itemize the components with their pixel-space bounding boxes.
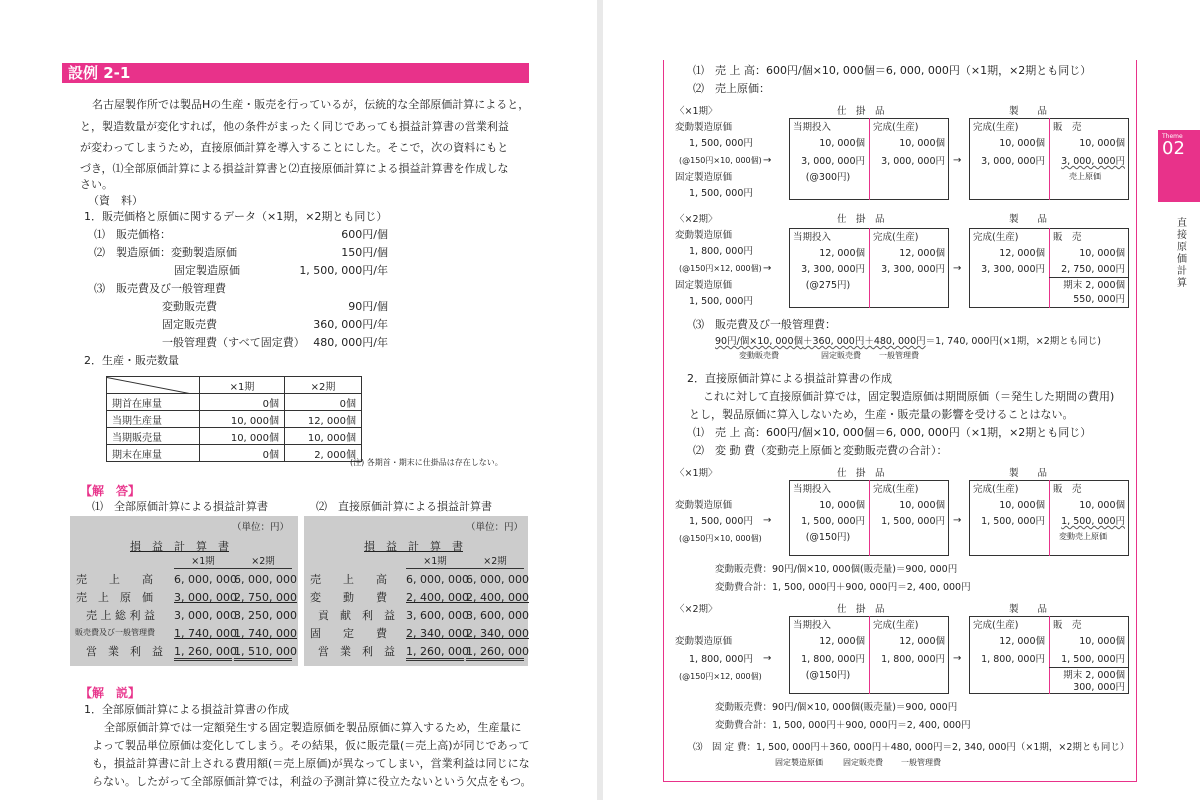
pl-row-label: 固 定 費	[310, 627, 387, 640]
table-row	[107, 428, 362, 445]
row-label: 当期生産量	[107, 411, 200, 428]
pl-value: 6, 000, 000	[466, 573, 529, 586]
product-qty: 12, 000個	[999, 636, 1045, 647]
wip-title: 仕 掛 品	[837, 106, 885, 117]
sga-caption: 一般管理費	[879, 351, 919, 360]
input-amount: 1, 800, 000円	[801, 654, 865, 665]
product-title: 製 品	[1009, 106, 1048, 117]
item2-heading: 2．生産・販売数量	[84, 354, 179, 367]
period1-header: ×1期	[423, 556, 447, 567]
pl-value: 3, 600, 000	[466, 609, 529, 622]
pl-row-label: 売 上 高	[310, 573, 387, 586]
arrow-icon: →	[763, 263, 772, 274]
cogs-label: 売上原価	[1069, 172, 1101, 181]
vmc-note: (@150円×12, 000個)	[679, 672, 762, 681]
vmc-amount: 1, 800, 000円	[689, 654, 753, 665]
price-value: 600円/個	[341, 228, 388, 241]
pl-row-label: 販売費及び一般管理費	[75, 628, 155, 637]
theme-tab	[1158, 130, 1200, 202]
ending-inventory-amount: 300, 000円	[1073, 682, 1125, 693]
divider	[869, 616, 870, 694]
sales-label: 販 売	[1053, 484, 1082, 495]
item1-heading: 1．販売価格と原価に関するデータ（×1期，×2期とも同じ）	[84, 210, 388, 223]
pl-value: 6, 000, 000	[406, 573, 469, 586]
product-qty: 12, 000個	[999, 248, 1045, 259]
table-cell: 0個	[285, 394, 362, 411]
variable-total-line: 変動費合計：1, 500, 000円＋900, 000円＝2, 400, 000円	[715, 582, 971, 593]
sga-calc-part: 90円/個×10, 000個	[715, 336, 804, 347]
pl-row-label: 営 業 利 益	[86, 645, 163, 658]
pl-title: 損 益 計 算 書	[364, 540, 463, 553]
explain-line: も，損益計算書に計上される費用額(＝売上原価)が異なってしまい，営業利益は同じにな	[92, 757, 530, 770]
input-label: 当期投入	[793, 122, 832, 133]
fmc-amount: 1, 500, 000円	[689, 296, 753, 307]
input-amount: 3, 300, 000円	[801, 264, 865, 275]
table-row	[107, 394, 362, 411]
input-label: 当期投入	[793, 484, 832, 495]
vmc-label: 変動製造原価	[675, 636, 733, 647]
theme-number: 02	[1162, 138, 1185, 159]
pl-value: 6, 000, 000	[174, 573, 237, 586]
var-sell-label: 変動販売費	[162, 300, 217, 313]
input-label: 当期投入	[793, 232, 832, 243]
cost-value: 150円/個	[341, 246, 388, 259]
price-label: ⑴ 販売価格：	[94, 228, 171, 241]
arrow-icon: →	[953, 155, 962, 166]
output-label: 完成(生産)	[973, 484, 1019, 495]
arrow-icon: →	[953, 653, 962, 664]
vmc-label: 変動製造原価	[675, 230, 733, 241]
pl-value: 2, 340, 000	[406, 627, 469, 640]
arrow-icon: →	[953, 515, 962, 526]
pl-value: 2, 340, 000	[466, 627, 529, 640]
period1-tag: 〈×1期〉	[675, 106, 718, 117]
sales-label: 販 売	[1053, 620, 1082, 631]
output-label: 完成(生産)	[873, 484, 919, 495]
arrow-icon: →	[763, 515, 772, 526]
output-amount: 1, 800, 000円	[881, 654, 945, 665]
unit-cost: (@300円)	[805, 172, 851, 183]
pl-value: 3, 000, 000	[174, 591, 237, 604]
var-sell-value: 90円/個	[348, 300, 388, 313]
pl-value: 2, 750, 000	[234, 591, 297, 604]
divider	[869, 118, 870, 200]
output-label: 完成(生産)	[873, 232, 919, 243]
vmc-note: (@150円×12, 000個)	[679, 264, 762, 273]
output-amount: 3, 300, 000円	[881, 264, 945, 275]
column-header: ×2期	[285, 377, 362, 394]
divider	[406, 568, 524, 569]
variable-cogs-label: 変動売上原価	[1059, 532, 1107, 541]
wip-title: 仕 掛 品	[837, 604, 885, 615]
output-label: 完成(生産)	[873, 122, 919, 133]
pl-value: 3, 600, 000	[406, 609, 469, 622]
output-amount: 1, 500, 000円	[881, 516, 945, 527]
fmc-amount: 1, 500, 000円	[689, 188, 753, 199]
row-label: 期首在庫量	[107, 394, 200, 411]
fixed-caption: 固定販売費	[843, 758, 883, 767]
table-cell: 2, 000個	[285, 445, 362, 462]
left-page	[0, 0, 597, 800]
fix-sell-label: 固定販売費	[162, 318, 217, 331]
admin-value: 480, 000円/年	[313, 336, 388, 349]
fmc-label: 固定製造原価	[675, 280, 733, 291]
material-heading: （資 料）	[88, 194, 143, 207]
quantity-note: (注) 各期首・期末に仕掛品は存在しない。	[350, 458, 503, 467]
input-qty: 10, 000個	[819, 138, 865, 149]
pl-row-label: 変 動 費	[310, 591, 387, 604]
pl-value: 6, 000, 000	[234, 573, 297, 586]
unit-cost: (@150円)	[805, 532, 851, 543]
input-amount: 3, 000, 000円	[801, 156, 865, 167]
sales-qty: 10, 000個	[1079, 636, 1125, 647]
explain-heading: 【解 説】	[80, 686, 141, 700]
output-label: 完成(生産)	[973, 122, 1019, 133]
table-cell: 12, 000個	[285, 411, 362, 428]
period2-tag: 〈×2期〉	[675, 604, 718, 615]
sga-caption: 固定販売費	[821, 351, 861, 360]
answer-2-heading: ⑵ 直接原価計算による損益計算書	[316, 500, 492, 513]
fixed-label: 固定製造原価	[174, 264, 240, 277]
explain-line: らない。したがって全部原価計算では，利益の予測計算に役立たないという欠点をもつ。	[92, 775, 532, 788]
table-cell: 0個	[200, 394, 285, 411]
pl-row-label: 売 上 原 価	[76, 591, 153, 604]
period2-header: ×2期	[483, 556, 507, 567]
divider	[1049, 616, 1050, 694]
vmc-amount: 1, 500, 000円	[689, 516, 753, 527]
sales-qty: 10, 000個	[1079, 500, 1125, 511]
input-qty: 12, 000個	[819, 248, 865, 259]
unit-cost: (@150円)	[805, 670, 851, 681]
sga-calc-part: ＝1, 740, 000円(×1期，×2期とも同じ)	[925, 336, 1101, 347]
input-amount: 1, 500, 000円	[801, 516, 865, 527]
cogs-amount: 3, 000, 000円	[1061, 156, 1125, 167]
table-cell: 10, 000個	[200, 411, 285, 428]
product-amount: 3, 000, 000円	[981, 156, 1045, 167]
pl-value: 1, 260, 000	[174, 645, 232, 661]
sga-calc	[715, 336, 1101, 347]
unit-cost: (@275円)	[805, 280, 851, 291]
table-row	[107, 411, 362, 428]
intro-line-4: づき，⑴全部原価計算による損益計算書と⑵直接原価計算による損益計算書を作成しな	[80, 162, 509, 175]
output-label: 完成(生産)	[873, 620, 919, 631]
section2-heading: 2．直接原価計算による損益計算書の作成	[687, 372, 892, 385]
pl-value: 3, 000, 000	[174, 609, 237, 622]
quantity-table	[106, 376, 362, 462]
sga-label: ⑶ 販売費及び一般管理費	[94, 282, 226, 295]
ending-inventory: 期末 2, 000個	[1063, 280, 1125, 291]
example-title: 設例 2-1	[62, 63, 529, 83]
cost-label: ⑵ 製造原価：変動製造原価	[94, 246, 237, 259]
variable-selling-line: 変動販売費：90円/個×10, 000個(販売量)＝900, 000円	[715, 702, 958, 713]
answer-heading: 【解 答】	[80, 484, 141, 498]
ending-inventory-amount: 550, 000円	[1073, 294, 1125, 305]
answer-1-heading: ⑴ 全部原価計算による損益計算書	[92, 500, 268, 513]
output-qty: 12, 000個	[899, 248, 945, 259]
unit-label: （単位：円）	[466, 522, 524, 533]
fmc-label: 固定製造原価	[675, 172, 733, 183]
variable-cogs-amount: 1, 500, 000円	[1061, 654, 1125, 665]
ending-inventory: 期末 2, 000個	[1063, 670, 1125, 681]
output-qty: 12, 000個	[899, 636, 945, 647]
divider	[1049, 277, 1129, 278]
arrow-icon: →	[763, 155, 772, 166]
row-label: 期末在庫量	[107, 445, 200, 462]
cogs-line: ⑵ 売上原価：	[693, 82, 770, 95]
vmc-amount: 1, 800, 000円	[689, 246, 753, 257]
divider	[869, 480, 870, 556]
pl-title: 損 益 計 算 書	[130, 540, 229, 553]
cogs-amount: 2, 750, 000円	[1061, 264, 1125, 275]
table-row	[107, 445, 362, 462]
table-cell: 10, 000個	[285, 428, 362, 445]
frame-left	[663, 60, 664, 782]
section2-text: とし，製品原価に算入しないため，生産・販売量の影響を受けることはない。	[689, 408, 1074, 421]
input-qty: 12, 000個	[819, 636, 865, 647]
product-amount: 1, 800, 000円	[981, 654, 1045, 665]
explain-line: よって製品単位原価は変化してしまう。その結果，仮に販売量(＝売上高)が同じであって	[92, 739, 530, 752]
explain-line: 全部原価計算では一定額発生する固定製造原価を製品原価に算入するため，生産量に	[104, 721, 522, 734]
arrow-icon: →	[953, 263, 962, 274]
fixed-caption: 固定製造原価	[775, 758, 823, 767]
right-page	[603, 0, 1200, 800]
period1-header: ×1期	[191, 556, 215, 567]
table-cell: 0個	[200, 445, 285, 462]
sales-qty: 10, 000個	[1079, 138, 1125, 149]
pl-value: 1, 740, 000	[174, 627, 237, 640]
pl-row-label: 売 上 総 利 益	[86, 609, 155, 622]
variable-cost-line: ⑵ 変 動 費（変動売上原価と変動販売費の合計）：	[693, 444, 948, 457]
period1-tag: 〈×1期〉	[675, 468, 718, 479]
intro-line-2: と，製造数量が変化すれば，他の条件がまったく同じであっても損益計算書の営業利益	[80, 120, 509, 133]
vmc-note: (@150円×10, 000個)	[679, 156, 762, 165]
pl-row-label: 貢 献 利 益	[318, 609, 395, 622]
fixed-cost-line: ⑶ 固 定 費：1, 500, 000円＋360, 000円＋480, 000円＝2, 340, 000円（×1期，×2期とも同じ）	[693, 742, 1130, 753]
output-qty: 10, 000個	[899, 500, 945, 511]
intro-line-3: が変わってしまうため，直接原価計算を導入することにした。そこで，次の資料にもと	[80, 141, 509, 154]
divider	[1049, 118, 1050, 200]
fixed-value: 1, 500, 000円/年	[299, 264, 388, 277]
pl-value: 3, 250, 000	[234, 609, 297, 622]
divider	[1049, 228, 1050, 308]
divider	[1049, 480, 1050, 556]
frame-right	[1136, 60, 1137, 782]
table-cell: 10, 000個	[200, 428, 285, 445]
frame-bottom	[663, 781, 1137, 782]
vmc-label: 変動製造原価	[675, 500, 733, 511]
product-amount: 1, 500, 000円	[981, 516, 1045, 527]
sales-line: ⑴ 売 上 高：600円/個×10, 000個＝6, 000, 000円（×1期，×2期とも同じ）	[693, 426, 1092, 439]
pl-value: 1, 510, 000	[234, 645, 292, 661]
period2-tag: 〈×2期〉	[675, 214, 718, 225]
wip-title: 仕 掛 品	[837, 468, 885, 479]
sales-label: 販 売	[1053, 232, 1082, 243]
pl-value: 2, 400, 000	[466, 591, 529, 604]
product-title: 製 品	[1009, 604, 1048, 615]
pl-value: 2, 400, 000	[406, 591, 469, 604]
pl-row-label: 売 上 高	[76, 573, 153, 586]
input-qty: 10, 000個	[819, 500, 865, 511]
pl-value: 1, 740, 000	[234, 627, 297, 640]
divider	[869, 228, 870, 308]
unit-label: （単位：円）	[232, 522, 290, 533]
fix-sell-value: 360, 000円/年	[313, 318, 388, 331]
fixed-caption: 一般管理費	[901, 758, 941, 767]
output-qty: 10, 000個	[899, 138, 945, 149]
vmc-label: 変動製造原価	[675, 122, 733, 133]
sga-heading: ⑶ 販売費及び一般管理費：	[693, 318, 836, 331]
variable-total-line: 変動費合計：1, 500, 000円＋900, 000円＝2, 400, 000円	[715, 720, 971, 731]
explain-1-heading: 1．全部原価計算による損益計算書の作成	[84, 703, 289, 716]
variable-cogs-amount: 1, 500, 000円	[1061, 516, 1125, 527]
pl-value: 1, 260, 000	[406, 645, 464, 661]
column-header: ×1期	[200, 377, 285, 394]
output-amount: 3, 000, 000円	[881, 156, 945, 167]
product-title: 製 品	[1009, 214, 1048, 225]
intro-line-1: 名古屋製作所では製品Hの生産・販売を行っているが，伝統的な全部原価計算によると，	[92, 98, 530, 111]
pl-value: 1, 260, 000	[466, 645, 524, 661]
sales-label: 販 売	[1053, 122, 1082, 133]
product-title: 製 品	[1009, 468, 1048, 479]
sales-qty: 10, 000個	[1079, 248, 1125, 259]
section2-text: これに対して直接原価計算では，固定製造原価は期間原価（＝発生した期間の費用)	[703, 390, 1115, 403]
theme-label: Theme	[1162, 133, 1183, 140]
input-label: 当期投入	[793, 620, 832, 631]
output-label: 完成(生産)	[973, 620, 1019, 631]
arrow-icon: →	[763, 653, 772, 664]
divider	[174, 568, 292, 569]
product-qty: 10, 000個	[999, 500, 1045, 511]
pl-row-label: 営 業 利 益	[318, 645, 395, 658]
row-label: 当期販売量	[107, 428, 200, 445]
sga-calc-part: ＋480, 000円	[864, 336, 926, 347]
divider	[1049, 667, 1129, 668]
wip-title: 仕 掛 品	[837, 214, 885, 225]
vmc-note: (@150円×10, 000個)	[679, 534, 762, 543]
output-label: 完成(生産)	[973, 232, 1019, 243]
period2-header: ×2期	[251, 556, 275, 567]
sga-calc-part: ＋360, 000円	[803, 336, 865, 347]
variable-selling-line: 変動販売費：90円/個×10, 000個(販売量)＝900, 000円	[715, 564, 958, 575]
product-amount: 3, 300, 000円	[981, 264, 1045, 275]
admin-label: 一般管理費（すべて固定費）	[162, 336, 305, 349]
sales-line: ⑴ 売 上 高：600円/個×10, 000個＝6, 000, 000円（×1期，×2期とも同じ）	[693, 64, 1092, 77]
theme-title: 直接原価計算	[1177, 218, 1187, 289]
vmc-amount: 1, 500, 000円	[689, 138, 753, 149]
intro-line-5: さい。	[80, 178, 113, 191]
product-qty: 10, 000個	[999, 138, 1045, 149]
sga-caption: 変動販売費	[739, 351, 779, 360]
